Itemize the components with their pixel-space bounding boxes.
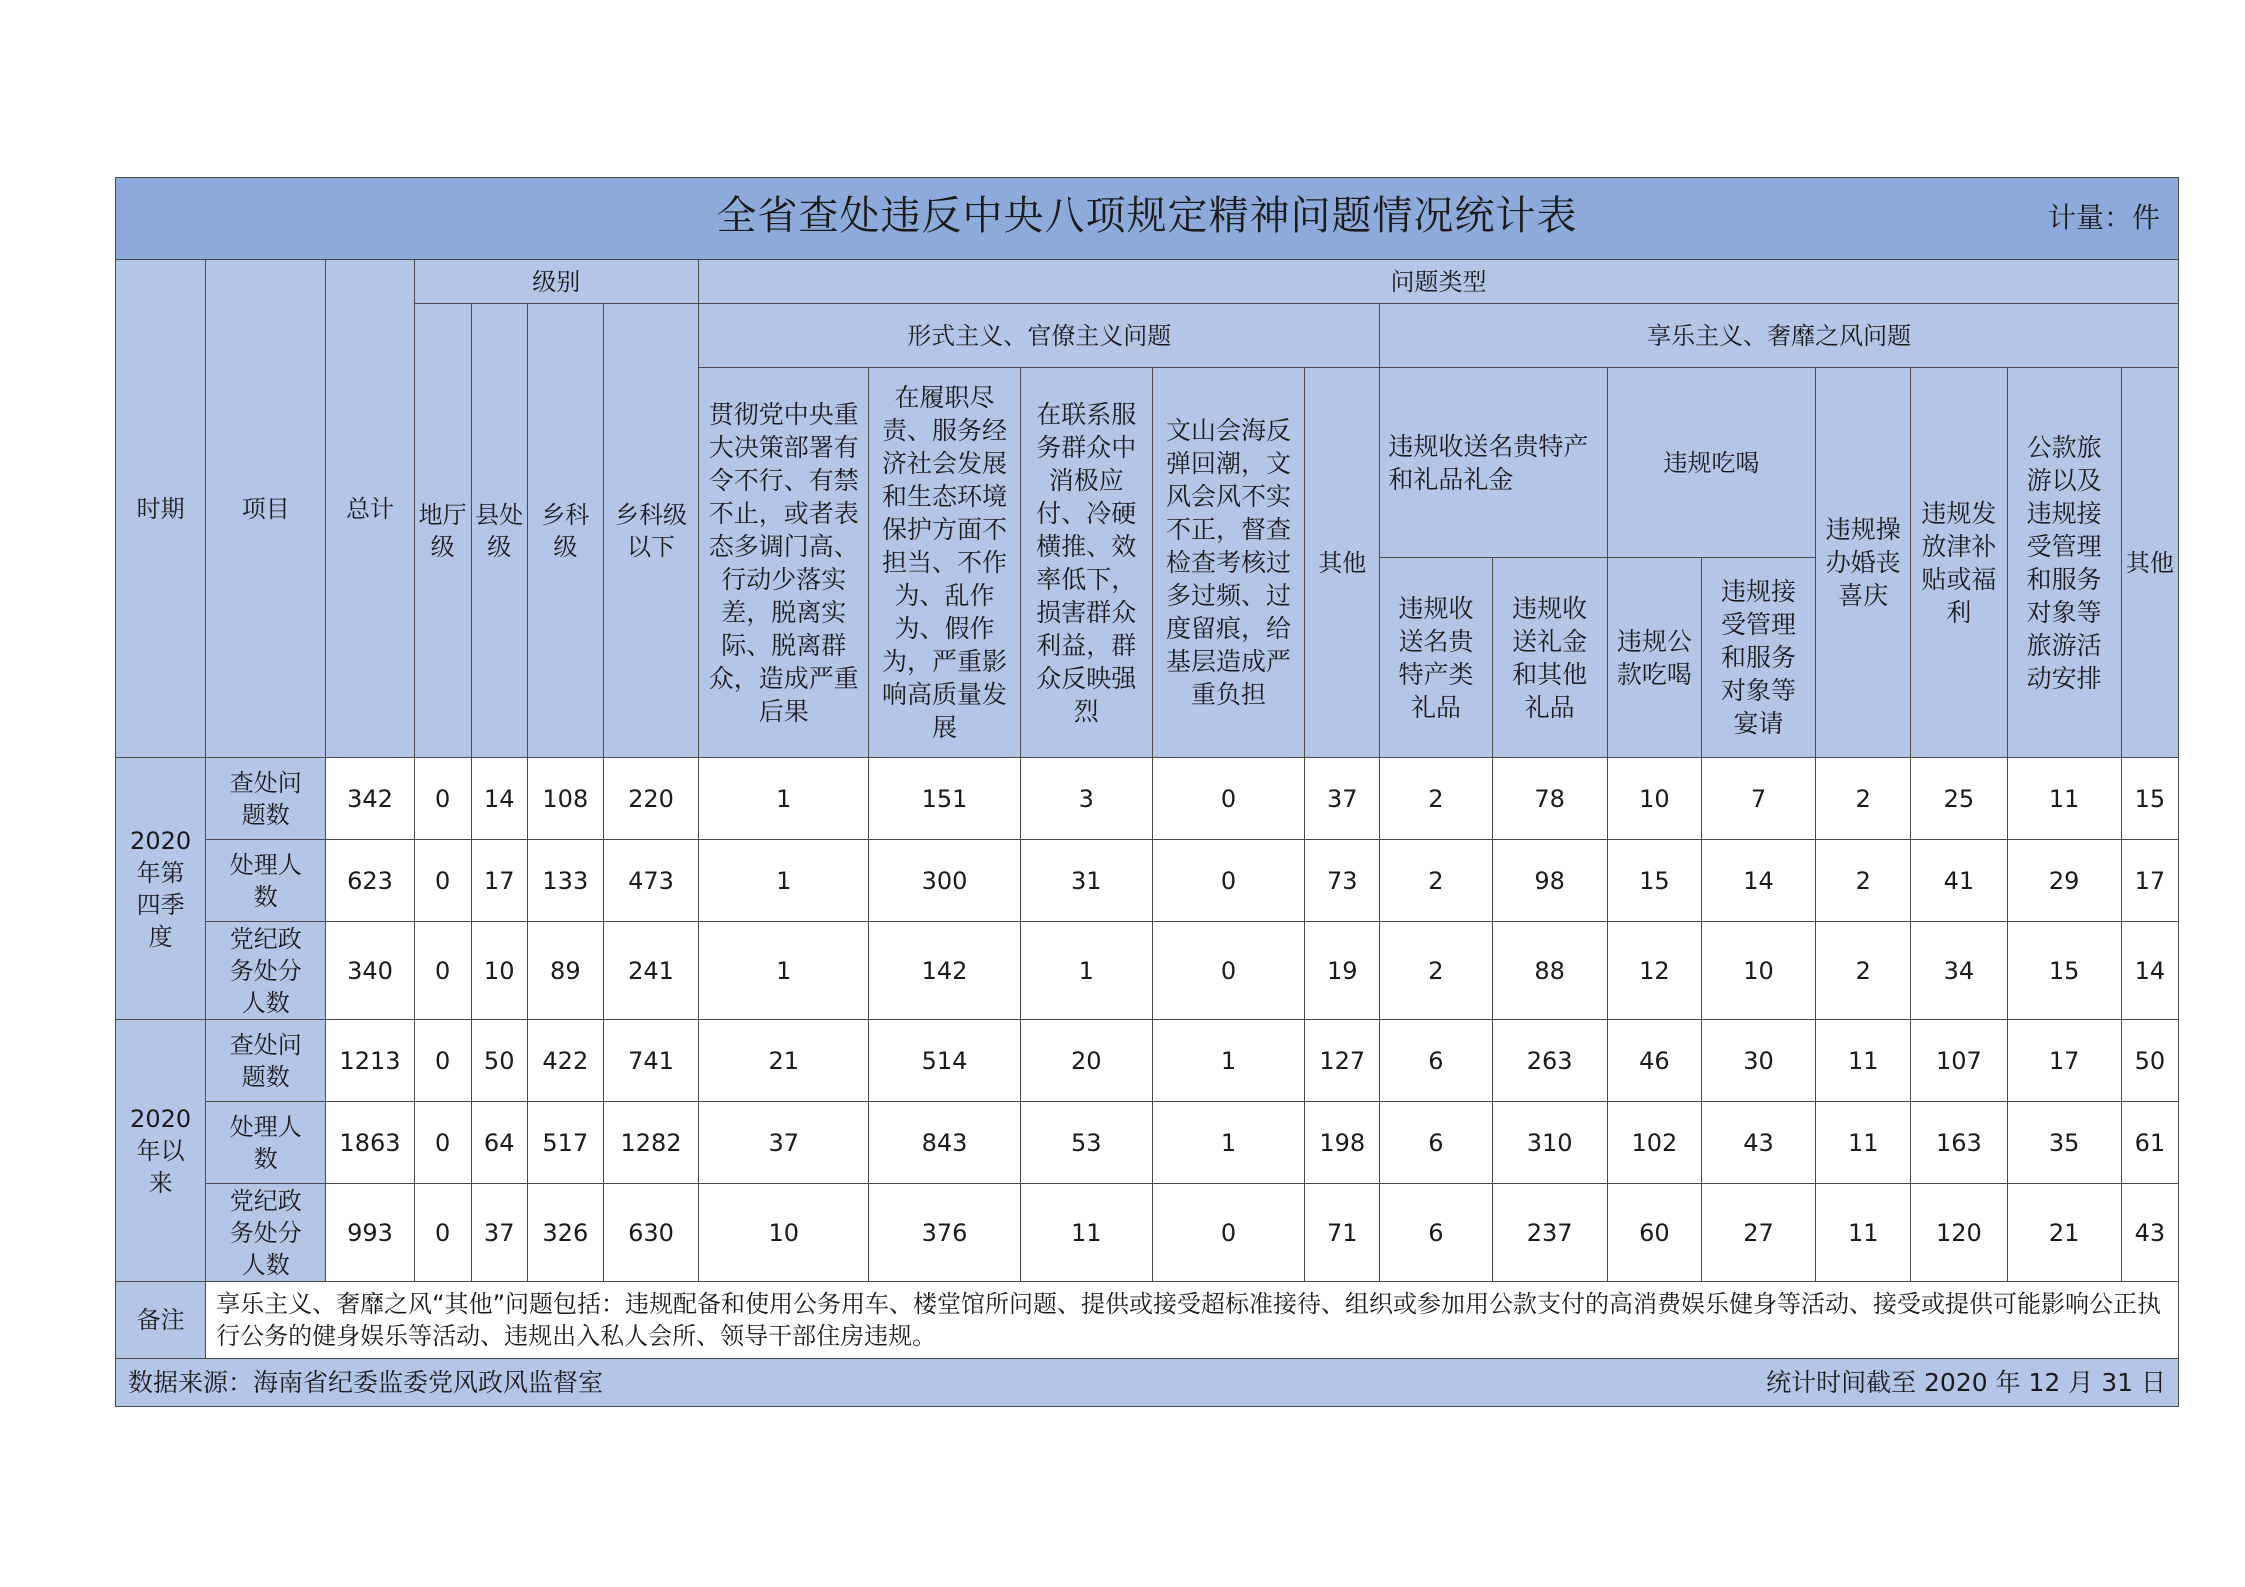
value-cell: 11 xyxy=(1816,1102,1911,1184)
header-wedding: 违规操办婚丧喜庆 xyxy=(1816,368,1911,758)
value-cell: 11 xyxy=(1816,1184,1911,1282)
value-cell: 88 xyxy=(1492,922,1607,1020)
value-cell: 2 xyxy=(1380,922,1492,1020)
value-cell: 29 xyxy=(2007,840,2121,922)
value-cell: 993 xyxy=(326,1184,414,1282)
period-label: 2020年第四季度 xyxy=(116,758,206,1020)
value-cell: 0 xyxy=(1152,840,1304,922)
row-item-label: 处理人数 xyxy=(206,1102,326,1184)
header-level-4: 乡科级以下 xyxy=(603,304,698,758)
value-cell: 10 xyxy=(1607,758,1701,840)
value-cell: 98 xyxy=(1492,840,1607,922)
value-cell: 142 xyxy=(869,922,1020,1020)
value-cell: 0 xyxy=(414,922,471,1020)
value-cell: 2 xyxy=(1816,840,1911,922)
value-cell: 0 xyxy=(414,1184,471,1282)
value-cell: 120 xyxy=(1911,1184,2007,1282)
value-cell: 43 xyxy=(1701,1102,1815,1184)
value-cell: 10 xyxy=(699,1184,869,1282)
value-cell: 517 xyxy=(527,1102,603,1184)
value-cell: 53 xyxy=(1020,1102,1152,1184)
value-cell: 108 xyxy=(527,758,603,840)
value-cell: 25 xyxy=(1911,758,2007,840)
value-cell: 6 xyxy=(1380,1020,1492,1102)
value-cell: 342 xyxy=(326,758,414,840)
header-gift-2: 违规收送礼金和其他礼品 xyxy=(1492,558,1607,758)
period-label: 2020年以来 xyxy=(116,1020,206,1282)
table-row xyxy=(116,758,2179,840)
value-cell: 1 xyxy=(1020,922,1152,1020)
value-cell: 151 xyxy=(869,758,1020,840)
value-cell: 0 xyxy=(414,840,471,922)
value-cell: 2 xyxy=(1816,922,1911,1020)
footer-row xyxy=(116,1359,2179,1407)
value-cell: 198 xyxy=(1305,1102,1380,1184)
value-cell: 102 xyxy=(1607,1102,1701,1184)
table-title: 全省查处违反中央八项规定精神问题情况统计表 xyxy=(716,193,1578,239)
value-cell: 50 xyxy=(471,1020,527,1102)
value-cell: 15 xyxy=(1607,840,1701,922)
value-cell: 0 xyxy=(1152,1184,1304,1282)
value-cell: 263 xyxy=(1492,1020,1607,1102)
value-cell: 60 xyxy=(1607,1184,1701,1282)
data-source: 数据来源：海南省纪委监委党风政风监督室 xyxy=(128,1367,604,1397)
statistics-table xyxy=(115,177,2179,1407)
header-subsidy: 违规发放津补贴或福利 xyxy=(1911,368,2007,758)
value-cell: 843 xyxy=(869,1102,1020,1184)
value-cell: 30 xyxy=(1701,1020,1815,1102)
header-level-2: 县处级 xyxy=(471,304,527,758)
value-cell: 10 xyxy=(1701,922,1815,1020)
value-cell: 35 xyxy=(2007,1102,2121,1184)
value-cell: 1213 xyxy=(326,1020,414,1102)
value-cell: 0 xyxy=(414,1102,471,1184)
row-item-label: 查处问题数 xyxy=(206,758,326,840)
value-cell: 15 xyxy=(2007,922,2121,1020)
value-cell: 15 xyxy=(2121,758,2178,840)
value-cell: 14 xyxy=(2121,922,2178,1020)
value-cell: 0 xyxy=(1152,758,1304,840)
note-label: 备注 xyxy=(116,1282,206,1359)
value-cell: 1 xyxy=(699,758,869,840)
value-cell: 11 xyxy=(1816,1020,1911,1102)
value-cell: 12 xyxy=(1607,922,1701,1020)
statistics-sheet xyxy=(115,177,2179,1417)
value-cell: 14 xyxy=(471,758,527,840)
value-cell: 6 xyxy=(1380,1184,1492,1282)
value-cell: 37 xyxy=(471,1184,527,1282)
value-cell: 0 xyxy=(414,758,471,840)
value-cell: 43 xyxy=(2121,1184,2178,1282)
note-text: 享乐主义、奢靡之风“其他”问题包括：违规配备和使用公务用车、楼堂馆所问题、提供或接受超标准接待、组织或参加用公款支付的高消费娱乐健身等活动、接受或提供可能影响公正执行公务的健身娱乐等活动、违规出入私人会所、领导干部住房违规。 xyxy=(206,1282,2179,1359)
value-cell: 300 xyxy=(869,840,1020,922)
value-cell: 422 xyxy=(527,1020,603,1102)
table-row xyxy=(116,1102,2179,1184)
value-cell: 241 xyxy=(603,922,698,1020)
header-formalism-4: 文山会海反弹回潮，文风会风不实不正，督查检查考核过多过频、过度留痕，给基层造成严重负担 xyxy=(1152,368,1304,758)
value-cell: 17 xyxy=(471,840,527,922)
value-cell: 61 xyxy=(2121,1102,2178,1184)
header-eat-group: 违规吃喝 xyxy=(1607,368,1815,558)
value-cell: 310 xyxy=(1492,1102,1607,1184)
value-cell: 630 xyxy=(603,1184,698,1282)
row-item-label: 党纪政务处分人数 xyxy=(206,922,326,1020)
header-gift-1: 违规收送名贵特产类礼品 xyxy=(1380,558,1492,758)
value-cell: 14 xyxy=(1701,840,1815,922)
value-cell: 326 xyxy=(527,1184,603,1282)
value-cell: 3 xyxy=(1020,758,1152,840)
value-cell: 2 xyxy=(1380,840,1492,922)
table-row xyxy=(116,840,2179,922)
table-row xyxy=(116,922,2179,1020)
value-cell: 0 xyxy=(414,1020,471,1102)
value-cell: 2 xyxy=(1816,758,1911,840)
as-of-date: 统计时间截至 2020 年 12 月 31 日 xyxy=(1766,1367,2166,1397)
header-item: 项目 xyxy=(206,260,326,758)
value-cell: 127 xyxy=(1305,1020,1380,1102)
value-cell: 11 xyxy=(1020,1184,1152,1282)
table-row xyxy=(116,1020,2179,1102)
value-cell: 46 xyxy=(1607,1020,1701,1102)
header-period: 时期 xyxy=(116,260,206,758)
value-cell: 73 xyxy=(1305,840,1380,922)
value-cell: 19 xyxy=(1305,922,1380,1020)
value-cell: 20 xyxy=(1020,1020,1152,1102)
header-formalism: 形式主义、官僚主义问题 xyxy=(699,304,1380,368)
value-cell: 37 xyxy=(1305,758,1380,840)
value-cell: 340 xyxy=(326,922,414,1020)
value-cell: 1282 xyxy=(603,1102,698,1184)
header-travel: 公款旅游以及违规接受管理和服务对象等旅游活动安排 xyxy=(2007,368,2121,758)
unit-label: 计量：件 xyxy=(2047,201,2160,234)
row-item-label: 党纪政务处分人数 xyxy=(206,1184,326,1282)
value-cell: 376 xyxy=(869,1184,1020,1282)
header-formalism-other: 其他 xyxy=(1305,368,1380,758)
value-cell: 1 xyxy=(1152,1020,1304,1102)
value-cell: 10 xyxy=(471,922,527,1020)
row-item-label: 处理人数 xyxy=(206,840,326,922)
header-hedonism: 享乐主义、奢靡之风问题 xyxy=(1380,304,2179,368)
header-level-1: 地厅级 xyxy=(414,304,471,758)
value-cell: 107 xyxy=(1911,1020,2007,1102)
value-cell: 78 xyxy=(1492,758,1607,840)
value-cell: 71 xyxy=(1305,1184,1380,1282)
value-cell: 17 xyxy=(2007,1020,2121,1102)
header-eat-2: 违规接受管理和服务对象等宴请 xyxy=(1701,558,1815,758)
value-cell: 514 xyxy=(869,1020,1020,1102)
value-cell: 623 xyxy=(326,840,414,922)
header-hedonism-other: 其他 xyxy=(2121,368,2178,758)
header-formalism-2: 在履职尽责、服务经济社会发展和生态环境保护方面不担当、不作为、乱作为、假作为，严重影响高质量发展 xyxy=(869,368,1020,758)
value-cell: 1 xyxy=(1152,1102,1304,1184)
value-cell: 89 xyxy=(527,922,603,1020)
value-cell: 163 xyxy=(1911,1102,2007,1184)
value-cell: 34 xyxy=(1911,922,2007,1020)
value-cell: 11 xyxy=(2007,758,2121,840)
table-body xyxy=(116,758,2179,1282)
value-cell: 27 xyxy=(1701,1184,1815,1282)
header-formalism-3: 在联系服务群众中消极应付、冷硬横推、效率低下，损害群众利益，群众反映强烈 xyxy=(1020,368,1152,758)
header-total: 总计 xyxy=(326,260,414,758)
value-cell: 1 xyxy=(699,840,869,922)
value-cell: 21 xyxy=(2007,1184,2121,1282)
header-level: 级别 xyxy=(414,260,699,304)
value-cell: 237 xyxy=(1492,1184,1607,1282)
value-cell: 2 xyxy=(1380,758,1492,840)
value-cell: 6 xyxy=(1380,1102,1492,1184)
header-level-3: 乡科级 xyxy=(527,304,603,758)
value-cell: 1 xyxy=(699,922,869,1020)
value-cell: 50 xyxy=(2121,1020,2178,1102)
header-eat-1: 违规公款吃喝 xyxy=(1607,558,1701,758)
value-cell: 37 xyxy=(699,1102,869,1184)
value-cell: 64 xyxy=(471,1102,527,1184)
value-cell: 0 xyxy=(1152,922,1304,1020)
value-cell: 31 xyxy=(1020,840,1152,922)
value-cell: 41 xyxy=(1911,840,2007,922)
header-gift-group: 违规收送名贵特产和礼品礼金 xyxy=(1380,368,1607,558)
value-cell: 473 xyxy=(603,840,698,922)
header-problem-type: 问题类型 xyxy=(699,260,2179,304)
value-cell: 21 xyxy=(699,1020,869,1102)
table-row xyxy=(116,1184,2179,1282)
value-cell: 1863 xyxy=(326,1102,414,1184)
value-cell: 220 xyxy=(603,758,698,840)
row-item-label: 查处问题数 xyxy=(206,1020,326,1102)
header-formalism-1: 贯彻党中央重大决策部署有令不行、有禁不止，或者表态多调门高、行动少落实差，脱离实际、脱离群众，造成严重后果 xyxy=(699,368,869,758)
value-cell: 741 xyxy=(603,1020,698,1102)
value-cell: 133 xyxy=(527,840,603,922)
title-cell xyxy=(116,178,2179,260)
value-cell: 7 xyxy=(1701,758,1815,840)
value-cell: 17 xyxy=(2121,840,2178,922)
